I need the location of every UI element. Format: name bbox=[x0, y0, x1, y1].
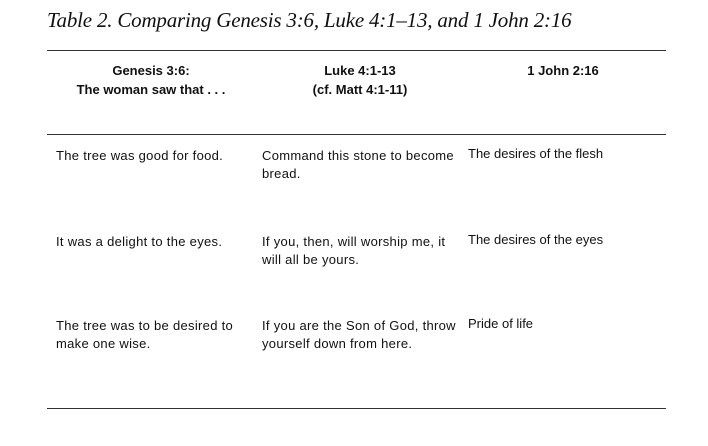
table-cell: The desires of the eyes bbox=[468, 232, 604, 247]
column-header-line: Luke 4:1-13 bbox=[324, 63, 396, 78]
header-rule bbox=[47, 134, 666, 135]
column-header-luke bbox=[262, 61, 458, 99]
bottom-rule bbox=[47, 408, 666, 409]
table-cell: Command this stone to become bread. bbox=[262, 148, 454, 181]
table-cell: The tree was to be desired to make one wise. bbox=[56, 318, 234, 351]
column-header-1-john bbox=[468, 61, 658, 80]
column-header-line: The woman saw that . . . bbox=[76, 82, 226, 97]
table-caption: Table 2. Comparing Genesis 3:6, Luke 4:1–13, and 1 John 2:16 bbox=[47, 8, 572, 32]
table-cell: Pride of life bbox=[468, 316, 534, 331]
table-cell: The desires of the flesh bbox=[468, 146, 604, 161]
table-cell: If you, then, will worship me, it will all be yours. bbox=[262, 234, 446, 267]
column-header-line: (cf. Matt 4:1-11) bbox=[312, 82, 408, 97]
column-header-line: Genesis 3:6: bbox=[112, 63, 190, 78]
column-header-genesis bbox=[56, 61, 246, 99]
column-header-line: 1 John 2:16 bbox=[527, 63, 599, 78]
table-cell: If you are the Son of God, throw yourself down from here. bbox=[262, 318, 456, 351]
top-rule bbox=[47, 50, 666, 51]
table-cell: The tree was good for food. bbox=[56, 148, 224, 163]
table-cell: It was a delight to the eyes. bbox=[56, 234, 223, 249]
